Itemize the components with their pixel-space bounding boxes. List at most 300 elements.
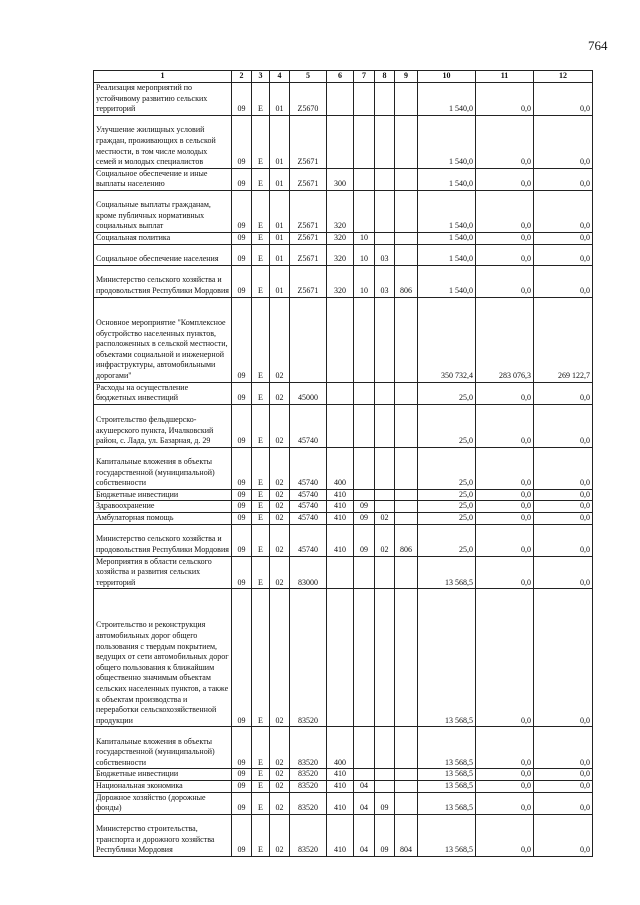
row-name-cell: Капитальные вложения в объекты государственной (муниципальной) собственности — [94, 447, 232, 489]
table-cell: 0,0 — [476, 727, 534, 769]
table-cell: 0,0 — [534, 727, 593, 769]
row-name-cell: Основное мероприятие "Комплексное обустройство населенных пунктов, расположенных в сельской местности, объектами социальной и инженерной инфраструктуры, автомобильными дорогами" — [94, 297, 232, 382]
table-cell: 45740 — [290, 489, 327, 501]
table-cell: Е — [252, 297, 270, 382]
table-cell — [354, 190, 375, 232]
table-cell — [375, 589, 395, 727]
table-cell: Е — [252, 382, 270, 404]
row-name-cell: Министерство строительства, транспорта и дорожного хозяйства Республики Мордовия — [94, 814, 232, 856]
table-cell: 0,0 — [534, 115, 593, 168]
table-row — [94, 265, 593, 297]
table-cell: 0,0 — [476, 792, 534, 814]
table-cell: 45740 — [290, 524, 327, 556]
table-cell: 09 — [232, 190, 252, 232]
table-body — [94, 83, 593, 857]
row-name-cell: Социальное обеспечение населения — [94, 244, 232, 265]
table-cell — [395, 447, 418, 489]
table-cell: 04 — [354, 792, 375, 814]
table-cell — [395, 168, 418, 190]
table-cell: 09 — [232, 168, 252, 190]
table-cell: 1 540,0 — [418, 115, 476, 168]
table-cell — [290, 297, 327, 382]
table-row — [94, 780, 593, 792]
table-cell: 09 — [232, 814, 252, 856]
table-cell: 400 — [327, 727, 354, 769]
table-cell: Е — [252, 589, 270, 727]
table-cell: 0,0 — [534, 382, 593, 404]
table-cell: 0,0 — [534, 501, 593, 513]
table-cell — [354, 83, 375, 116]
table-cell: 25,0 — [418, 512, 476, 524]
table-cell — [375, 190, 395, 232]
table-cell: 400 — [327, 447, 354, 489]
table-cell — [375, 489, 395, 501]
row-name-cell: Здравоохранение — [94, 501, 232, 513]
table-cell: 09 — [354, 512, 375, 524]
table-cell: 45740 — [290, 501, 327, 513]
table-cell: 1 540,0 — [418, 265, 476, 297]
table-cell: 83520 — [290, 769, 327, 781]
table-cell: 350 732,4 — [418, 297, 476, 382]
table-cell: Е — [252, 556, 270, 589]
table-cell: 09 — [232, 404, 252, 447]
table-cell: 283 076,3 — [476, 297, 534, 382]
table-cell: Z5671 — [290, 115, 327, 168]
table-cell: 0,0 — [476, 814, 534, 856]
table-cell: Е — [252, 404, 270, 447]
table-cell — [375, 382, 395, 404]
budget-table — [93, 70, 593, 857]
table-cell — [354, 168, 375, 190]
row-name-cell: Амбулаторная помощь — [94, 512, 232, 524]
table-cell: 25,0 — [418, 404, 476, 447]
table-cell: 01 — [270, 232, 290, 244]
table-cell: 02 — [375, 524, 395, 556]
table-cell: 01 — [270, 190, 290, 232]
table-row — [94, 83, 593, 116]
table-cell: Е — [252, 814, 270, 856]
table-cell — [395, 232, 418, 244]
column-header: 4 — [270, 71, 290, 83]
table-cell: 45740 — [290, 447, 327, 489]
table-cell: 0,0 — [476, 190, 534, 232]
table-cell: 04 — [354, 814, 375, 856]
table-cell — [375, 727, 395, 769]
table-cell: 320 — [327, 265, 354, 297]
table-cell: 1 540,0 — [418, 232, 476, 244]
table-cell — [375, 769, 395, 781]
table-cell: 0,0 — [534, 190, 593, 232]
table-cell: 0,0 — [476, 556, 534, 589]
row-name-cell: Капитальные вложения в объекты государственной (муниципальной) собственности — [94, 727, 232, 769]
table-cell — [375, 115, 395, 168]
table-cell: 09 — [232, 589, 252, 727]
table-cell — [327, 589, 354, 727]
table-cell: 806 — [395, 265, 418, 297]
table-cell: Е — [252, 780, 270, 792]
table-cell: 09 — [375, 792, 395, 814]
table-cell: Е — [252, 512, 270, 524]
table-cell — [395, 501, 418, 513]
table-cell: 0,0 — [534, 265, 593, 297]
table-cell: Е — [252, 489, 270, 501]
table-cell: 0,0 — [476, 265, 534, 297]
table-cell: 09 — [232, 83, 252, 116]
table-cell: 13 568,5 — [418, 792, 476, 814]
table-cell — [354, 447, 375, 489]
table-cell — [395, 792, 418, 814]
table-cell: 83520 — [290, 814, 327, 856]
table-cell: 01 — [270, 168, 290, 190]
table-cell: 02 — [270, 556, 290, 589]
table-cell — [354, 556, 375, 589]
table-cell — [395, 115, 418, 168]
table-cell: 09 — [232, 727, 252, 769]
table-row — [94, 244, 593, 265]
table-row — [94, 792, 593, 814]
table-cell: 1 540,0 — [418, 83, 476, 116]
column-header: 11 — [476, 71, 534, 83]
table-cell: 0,0 — [534, 447, 593, 489]
column-header: 8 — [375, 71, 395, 83]
table-cell: Е — [252, 244, 270, 265]
column-header: 7 — [354, 71, 375, 83]
table-row — [94, 115, 593, 168]
table-row — [94, 769, 593, 781]
page-number: 764 — [588, 38, 608, 53]
table-cell: Z5670 — [290, 83, 327, 116]
table-cell: 09 — [232, 232, 252, 244]
table-cell — [375, 168, 395, 190]
table-cell — [354, 589, 375, 727]
table-cell: 410 — [327, 769, 354, 781]
row-name-cell: Министерство сельского хозяйства и продовольствия Республики Мордовия — [94, 265, 232, 297]
table-row — [94, 382, 593, 404]
table-cell: 02 — [270, 727, 290, 769]
table-cell: Е — [252, 168, 270, 190]
table-cell: 09 — [232, 489, 252, 501]
table-cell — [395, 556, 418, 589]
table-cell: Е — [252, 447, 270, 489]
row-name-cell: Социальные выплаты гражданам, кроме публичных нормативных социальных выплат — [94, 190, 232, 232]
table-cell: Е — [252, 524, 270, 556]
table-cell: 320 — [327, 232, 354, 244]
row-name-cell: Расходы на осуществление бюджетных инвестиций — [94, 382, 232, 404]
table-cell: 45740 — [290, 512, 327, 524]
table-cell — [354, 404, 375, 447]
table-row — [94, 168, 593, 190]
table-cell: 83520 — [290, 792, 327, 814]
table-cell: 83000 — [290, 556, 327, 589]
table-cell: 02 — [270, 447, 290, 489]
table-row — [94, 556, 593, 589]
table-cell: Е — [252, 190, 270, 232]
row-name-cell: Социальная политика — [94, 232, 232, 244]
column-header: 6 — [327, 71, 354, 83]
table-cell: 02 — [270, 297, 290, 382]
table-cell: 02 — [270, 404, 290, 447]
table-cell: 0,0 — [476, 168, 534, 190]
table-cell: 269 122,7 — [534, 297, 593, 382]
header-row — [94, 71, 593, 83]
table-cell: 410 — [327, 814, 354, 856]
column-header: 9 — [395, 71, 418, 83]
table-row — [94, 589, 593, 727]
table-cell — [375, 780, 395, 792]
table-cell: 01 — [270, 244, 290, 265]
table-cell: Z5671 — [290, 232, 327, 244]
table-cell — [375, 556, 395, 589]
table-cell — [395, 780, 418, 792]
table-row — [94, 489, 593, 501]
table-cell: 0,0 — [534, 556, 593, 589]
table-cell: 410 — [327, 501, 354, 513]
table-cell: 04 — [354, 780, 375, 792]
column-header: 2 — [232, 71, 252, 83]
table-cell: Е — [252, 115, 270, 168]
table-cell: 09 — [232, 501, 252, 513]
table-cell — [354, 382, 375, 404]
table-cell: 0,0 — [534, 792, 593, 814]
table-cell — [354, 115, 375, 168]
table-cell — [375, 232, 395, 244]
table-cell — [395, 244, 418, 265]
table-cell: Е — [252, 265, 270, 297]
table-cell — [395, 769, 418, 781]
table-cell — [327, 83, 354, 116]
row-name-cell: Строительство фельдшерско-акушерского пункта, Ичалковский район, с. Лада, ул. Базарная, д. 29 — [94, 404, 232, 447]
table-cell: 09 — [354, 501, 375, 513]
table-cell: 02 — [270, 489, 290, 501]
table-cell — [395, 727, 418, 769]
table-cell: 410 — [327, 780, 354, 792]
table-cell: 0,0 — [534, 244, 593, 265]
table-cell: 02 — [270, 792, 290, 814]
table-cell: Е — [252, 232, 270, 244]
table-cell: 410 — [327, 512, 354, 524]
table-cell: 09 — [232, 382, 252, 404]
table-cell — [354, 297, 375, 382]
table-cell: 0,0 — [476, 244, 534, 265]
table-cell: 804 — [395, 814, 418, 856]
table-cell — [375, 297, 395, 382]
table-cell: 410 — [327, 489, 354, 501]
table-cell: 0,0 — [476, 489, 534, 501]
table-cell: 300 — [327, 168, 354, 190]
table-cell: 02 — [375, 512, 395, 524]
table-cell: Е — [252, 727, 270, 769]
table-cell: 09 — [232, 297, 252, 382]
table-cell — [395, 404, 418, 447]
table-cell: 0,0 — [476, 83, 534, 116]
column-header: 3 — [252, 71, 270, 83]
table-cell: 0,0 — [476, 404, 534, 447]
row-name-cell: Бюджетные инвестиции — [94, 769, 232, 781]
table-cell — [354, 489, 375, 501]
row-name-cell: Национальная экономика — [94, 780, 232, 792]
table-cell: 0,0 — [534, 489, 593, 501]
row-name-cell: Министерство сельского хозяйства и продовольствия Республики Мордовия — [94, 524, 232, 556]
table-cell — [395, 489, 418, 501]
column-header: 1 — [94, 71, 232, 83]
table-cell: 0,0 — [476, 524, 534, 556]
table-row — [94, 524, 593, 556]
table-cell — [375, 404, 395, 447]
table-cell: 09 — [232, 244, 252, 265]
table-cell: 03 — [375, 244, 395, 265]
table-cell — [327, 297, 354, 382]
row-name-cell: Мероприятия в области сельского хозяйства и развития сельских территорий — [94, 556, 232, 589]
table-cell: 0,0 — [476, 501, 534, 513]
table-cell: 0,0 — [534, 780, 593, 792]
table-cell: 13 568,5 — [418, 727, 476, 769]
table-cell: 83520 — [290, 780, 327, 792]
table-cell: 0,0 — [476, 382, 534, 404]
table-cell: 09 — [232, 512, 252, 524]
table-cell: 320 — [327, 190, 354, 232]
table-cell: 0,0 — [476, 447, 534, 489]
table-cell: 10 — [354, 244, 375, 265]
table-cell: 02 — [270, 769, 290, 781]
table-cell: 13 568,5 — [418, 556, 476, 589]
table-cell: 25,0 — [418, 524, 476, 556]
table-cell: 0,0 — [534, 589, 593, 727]
table-cell: 09 — [375, 814, 395, 856]
row-name-cell: Бюджетные инвестиции — [94, 489, 232, 501]
table-cell: 25,0 — [418, 447, 476, 489]
table-cell — [327, 556, 354, 589]
table-cell: 09 — [232, 556, 252, 589]
table-row — [94, 447, 593, 489]
table-cell — [395, 190, 418, 232]
table-cell: 0,0 — [534, 524, 593, 556]
table-row — [94, 814, 593, 856]
table-cell: 0,0 — [476, 780, 534, 792]
table-cell: 02 — [270, 780, 290, 792]
table-cell: 02 — [270, 501, 290, 513]
table-cell: 25,0 — [418, 489, 476, 501]
row-name-cell: Улучшение жилищных условий граждан, проживающих в сельской местности, в том числе молодых семей и молодых специалистов — [94, 115, 232, 168]
table-cell: 806 — [395, 524, 418, 556]
table-cell — [354, 727, 375, 769]
table-cell: 09 — [232, 769, 252, 781]
table-row — [94, 512, 593, 524]
table-cell: 09 — [232, 780, 252, 792]
table-cell: 1 540,0 — [418, 244, 476, 265]
table-cell: 01 — [270, 83, 290, 116]
table-cell: 45740 — [290, 404, 327, 447]
column-header: 10 — [418, 71, 476, 83]
row-name-cell: Дорожное хозяйство (дорожные фонды) — [94, 792, 232, 814]
table-cell: 0,0 — [476, 769, 534, 781]
table-cell — [327, 115, 354, 168]
table-cell: Z5671 — [290, 244, 327, 265]
table-cell — [395, 83, 418, 116]
table-cell: 0,0 — [534, 83, 593, 116]
table-cell: 1 540,0 — [418, 168, 476, 190]
table-cell: 0,0 — [534, 512, 593, 524]
table-cell: 25,0 — [418, 501, 476, 513]
table-cell: 83520 — [290, 589, 327, 727]
table-cell: 0,0 — [476, 232, 534, 244]
column-header: 12 — [534, 71, 593, 83]
table-row — [94, 404, 593, 447]
table-cell: 02 — [270, 524, 290, 556]
table-cell — [395, 589, 418, 727]
table-cell: 45000 — [290, 382, 327, 404]
table-cell: Е — [252, 769, 270, 781]
table-row — [94, 727, 593, 769]
table-cell: 13 568,5 — [418, 780, 476, 792]
table-row — [94, 297, 593, 382]
table-cell: 0,0 — [534, 769, 593, 781]
table-cell: 25,0 — [418, 382, 476, 404]
table-cell: 83520 — [290, 727, 327, 769]
table-cell: 0,0 — [534, 814, 593, 856]
table-cell: 0,0 — [476, 115, 534, 168]
table-cell: 0,0 — [534, 404, 593, 447]
row-name-cell: Строительство и реконструкция автомобильных дорог общего пользования с твердым покрытием, ведущих от сети автомобильных дорог общего пользования к ближайшим общественно значимым объектам сельских населенных пунктов, а также к объектам производства и переработки сельскохозяйственной продукции — [94, 589, 232, 727]
table-cell — [327, 382, 354, 404]
row-name-cell: Реализация мероприятий по устойчивому развитию сельских территорий — [94, 83, 232, 116]
table-cell — [395, 297, 418, 382]
table-cell: Z5671 — [290, 265, 327, 297]
table-cell: 02 — [270, 814, 290, 856]
table-cell — [375, 447, 395, 489]
table-cell: 13 568,5 — [418, 814, 476, 856]
table-cell: 09 — [232, 524, 252, 556]
table-cell: 0,0 — [476, 589, 534, 727]
row-name-cell: Социальное обеспечение и иные выплаты населению — [94, 168, 232, 190]
table-cell: 03 — [375, 265, 395, 297]
table-cell: Е — [252, 83, 270, 116]
table-cell: 410 — [327, 792, 354, 814]
table-row — [94, 190, 593, 232]
table-cell — [395, 512, 418, 524]
column-header: 5 — [290, 71, 327, 83]
table-cell: 10 — [354, 265, 375, 297]
table-cell — [354, 769, 375, 781]
table-cell: 09 — [232, 792, 252, 814]
table-cell: 1 540,0 — [418, 190, 476, 232]
table-cell: 01 — [270, 265, 290, 297]
table-cell: Z5671 — [290, 168, 327, 190]
table-cell: Е — [252, 501, 270, 513]
table-cell: 02 — [270, 589, 290, 727]
table-cell — [395, 382, 418, 404]
table-cell: 09 — [232, 115, 252, 168]
table-cell — [375, 83, 395, 116]
table-cell: 0,0 — [476, 512, 534, 524]
table-cell: 09 — [354, 524, 375, 556]
table-cell: 13 568,5 — [418, 769, 476, 781]
table-cell: 02 — [270, 382, 290, 404]
table-cell: 09 — [232, 447, 252, 489]
table-cell: 320 — [327, 244, 354, 265]
table-cell — [375, 501, 395, 513]
table-cell: 01 — [270, 115, 290, 168]
table-cell: 10 — [354, 232, 375, 244]
table-cell: 410 — [327, 524, 354, 556]
table-cell: 0,0 — [534, 232, 593, 244]
table-row — [94, 232, 593, 244]
table-cell: 0,0 — [534, 168, 593, 190]
table-cell — [327, 404, 354, 447]
table-row — [94, 501, 593, 513]
table-cell: Z5671 — [290, 190, 327, 232]
table-cell: 02 — [270, 512, 290, 524]
table-cell: 09 — [232, 265, 252, 297]
